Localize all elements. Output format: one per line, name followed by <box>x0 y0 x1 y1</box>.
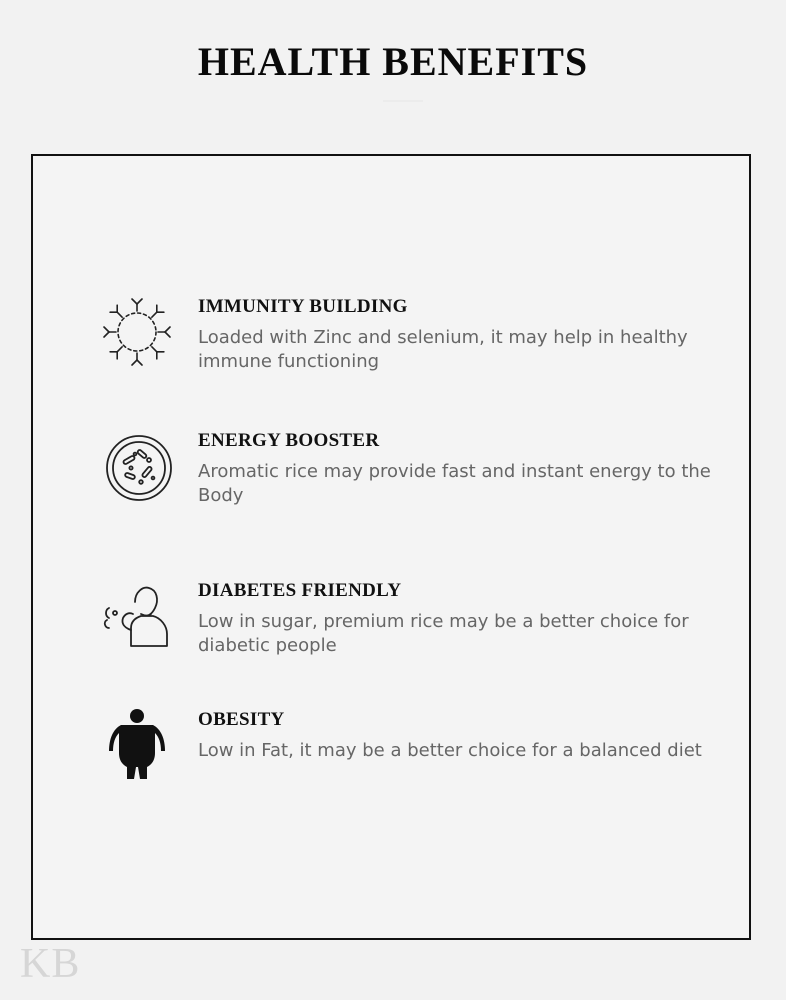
person-coughing-icon <box>101 580 173 652</box>
benefit-heading: OBESITY <box>198 709 285 730</box>
kb-watermark-logo: KB <box>20 941 81 987</box>
benefit-description: Low in Fat, it may be a better choice for a balanced diet <box>198 740 702 761</box>
benefit-heading: DIABETES FRIENDLY <box>198 580 402 601</box>
benefit-description: Aromatic rice may provide fast and instant energy to the Body <box>198 461 711 506</box>
petri-dish-icon <box>101 430 173 502</box>
obese-person-icon <box>101 709 173 781</box>
benefit-heading: IMMUNITY BUILDING <box>198 296 408 317</box>
title-divider <box>383 100 423 102</box>
benefit-description: Low in sugar, premium rice may be a better choice for diabetic people <box>198 611 689 656</box>
antibody-ring-icon <box>101 296 173 368</box>
benefit-heading: ENERGY BOOSTER <box>198 430 380 451</box>
benefits-card <box>31 154 751 940</box>
page-title: HEALTH BENEFITS <box>197 39 589 84</box>
benefit-description: Loaded with Zinc and selenium, it may help in healthy immune functioning <box>198 327 688 372</box>
